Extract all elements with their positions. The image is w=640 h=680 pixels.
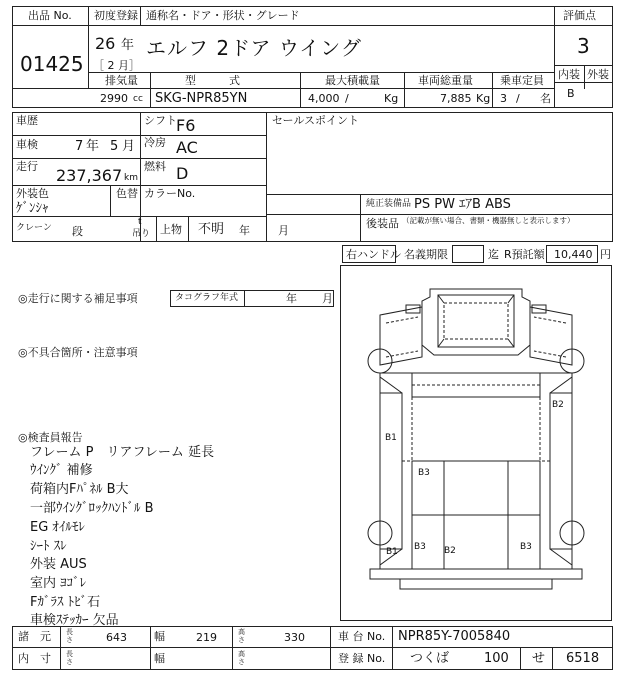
lot-label: 出品 No. [28,9,72,22]
ext-color-value: ｹﾞﾝｼｬ [16,201,49,216]
interior-length-label: 長さ [66,650,73,666]
interior-label: 内装 [558,68,580,81]
report-line: フレーム P リアフレーム 延長 [30,445,215,460]
loading-year: 年 [239,224,250,237]
name-change-label: 名義期限 [404,248,448,261]
max-load-unit: Kg [384,92,399,105]
fuel-label: 燃料 [144,160,166,173]
capacity-unit: 名 [540,92,551,105]
shift-label: シフト [144,114,177,127]
length-value: 643 [106,631,127,644]
handle-label: 右ハンドル [346,248,401,261]
report-line: 車検ｽﾃｯｶｰ 欠品 [30,613,119,628]
reg-kana: せ [532,651,546,666]
report-line: Fｶﾞﾗｽ ﾄﾋﾞ石 [30,595,101,610]
crane-label: クレーン [16,223,52,233]
width-value: 219 [196,631,217,644]
recycle-value: 10,440 [554,248,593,261]
displacement-value: 2990 [100,92,128,105]
capacity-label: 乗車定員 [500,74,544,87]
crane-tsuri: 吊り [132,229,151,239]
sales-point-label: セールスポイント [272,114,360,127]
aftermarket-label: 後装品 [366,217,399,230]
reg-class: 100 [484,651,509,666]
height-value: 330 [284,631,305,644]
loading-month: 月 [278,224,289,237]
aftermarket-note: （記載が無い場合、書類・機器無しと表示します） [402,216,575,225]
model-name: エルフ 2ドア ウイング [146,36,362,60]
report-line: 荷箱内Fﾊﾟﾈﾙ B大 [30,482,129,497]
tacho-month: 月 [322,292,333,305]
model-code-label: 型 式 [185,74,240,87]
damage-mark: B2 [552,400,564,410]
chassis-value: NPR85Y-7005840 [398,629,511,644]
supplement-heading: ◎走行に関する補足事項 [18,292,138,305]
gross-weight-unit: Kg [476,92,491,105]
gross-weight-value: 7,885 [440,92,472,105]
max-load-sep: / [345,92,349,105]
inspection-month: 5 [110,139,119,154]
recycle-label: R預託額 [504,248,545,261]
width-label: 幅 [154,630,165,643]
equipment-label: 純正装備品 [366,199,412,209]
name-change-box [452,245,484,263]
chassis-label: 車 台 No. [338,630,386,643]
report-line: 室内 ﾖｺﾞﾚ [30,576,87,591]
tacho-year: 年 [286,292,297,305]
max-load-label: 最大積載量 [325,74,380,87]
recycle-unit: 円 [600,248,611,261]
reg-year: 26 [95,34,116,53]
history-label: 車歴 [16,114,38,127]
exterior-label: 外装 [587,68,609,81]
truck-diagram [340,265,612,621]
mileage-unit: km [124,173,138,183]
report-line: 一部ｳｲﾝｸﾞﾛｯｸﾊﾝﾄﾞﾙ B [30,501,154,516]
lot-number: 01425 [20,52,84,76]
reg-number: 6518 [566,651,600,666]
loading-label: 上物 [160,223,182,236]
height-label: 高さ [238,628,245,644]
equipment-value: PS PW ｴｱB ABS [414,197,511,212]
defects-heading: ◎不具合箇所・注意事項 [18,346,138,359]
inspection-year: 7 [75,139,84,154]
damage-mark: B1 [386,547,398,557]
reg-place: つくば [410,651,450,666]
model-name-label: 通称名・ドア・形状・グレード [146,9,300,22]
inspection-month-unit: 月 [122,139,136,154]
crane-t: t [138,217,142,227]
color-no-label: カラーNo. [144,187,196,200]
dims-label: 諸 元 [18,630,51,643]
inspection-year-unit: 年 [86,139,100,154]
length-label: 長さ [66,628,73,644]
damage-mark: B2 [444,546,456,556]
interior-width-label: 幅 [154,652,165,665]
footer-frame [12,626,613,670]
interior-height-label: 高さ [238,650,245,666]
report-line: EG ｵｲﾙﾓﾚ [30,520,85,535]
damage-mark: B3 [520,542,532,552]
damage-mark: B3 [418,468,430,478]
grade-label: 評価点 [563,9,596,22]
damage-mark: B1 [385,433,397,443]
shift-value: F6 [176,116,196,135]
ac-value: AC [176,138,198,157]
report-line: 外装 AUS [30,557,87,572]
report-line: ｳｲﾝｸﾞ 補修 [30,463,93,478]
max-load-value: 4,000 [308,92,340,105]
fuel-value: D [176,164,189,183]
interior-dims-label: 内 寸 [18,652,51,665]
ext-color-label: 外装色 [16,187,49,200]
report-line: ｼｰﾄ ｽﾚ [30,539,67,554]
ac-label: 冷房 [144,136,166,149]
mileage-label: 走行 [16,160,38,173]
score-value: 3 [577,34,590,58]
registration-label: 登 録 No. [338,652,386,665]
color-change-label: 色替 [116,187,138,200]
damage-mark: B3 [414,542,426,552]
inspector-heading: ◎検査員報告 [18,431,83,444]
tacho-label: タコグラフ年式 [175,293,239,303]
mileage-value: 237,367 [56,166,123,185]
reg-month: ［ 2 月］ [93,59,140,72]
tax-label: 迄 [488,248,499,261]
interior-score: B [567,87,575,100]
displacement-unit: cc [133,94,143,104]
capacity-value: 3 [500,92,507,105]
gross-weight-label: 車両総重量 [418,74,473,87]
model-code: SKG-NPR85YN [155,91,248,106]
loading-value: 不明 [198,222,225,237]
reg-year-unit: 年 [121,38,135,53]
capacity-sep: / [516,92,520,105]
crane-dan: 段 [72,225,83,238]
displacement-label: 排気量 [105,74,138,87]
inspection-label: 車検 [16,138,38,151]
first-reg-label: 初度登録 [94,9,138,22]
